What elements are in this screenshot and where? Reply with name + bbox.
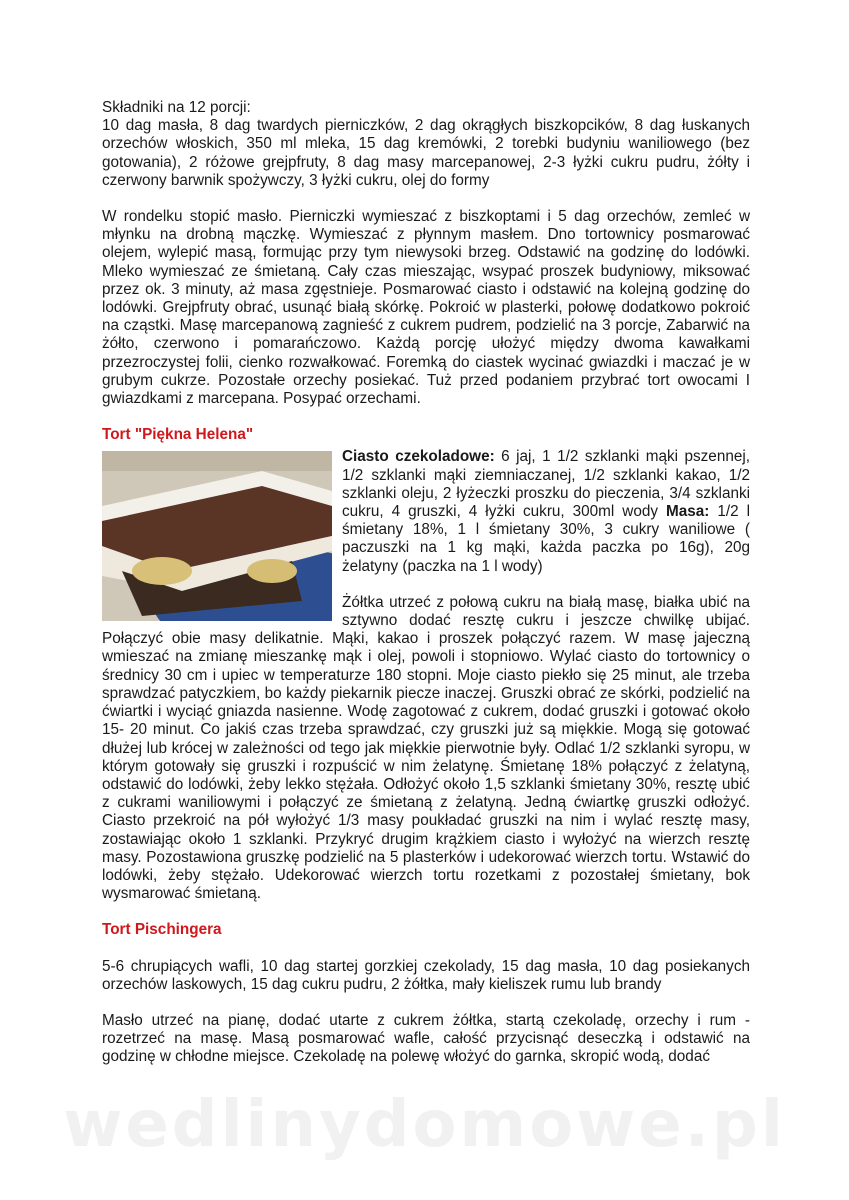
cake-ingredients-text: 6 jaj, 1 1/2 szklanki mąki pszennej, 1/2 szklanki mąki ziemniaczanej, 1/2 szklanki kakao, 1/2 szklanki oleju, 2 łyżeczki proszku do pieczenia, 3/4 szklanki cukru, 4 gruszki, 4 łyżki cukru, 300ml wody <box>342 448 750 521</box>
document-page <box>102 99 750 1067</box>
mass-label: Masa: <box>666 503 710 521</box>
section-title-helena: Tort "Piękna Helena" <box>102 426 254 444</box>
helena-method: Żółtka utrzeć z połową cukru na białą masę, białka ubić na sztywno dodać resztę cukru i jeszcze chwilkę ubijać. Połączyć obie masy delikatnie. Mąki, kakao i proszek połączyć razem. W masę jajeczną wmieszać na zmianę mieszankę mąk i olej, powoli i stopniowo. Wylać ciasto do tortownicy o średnicy 30 cm i upiec w temperaturze 180 stopni. Moje ciasto piekło się 25 minut, ale trzeba sprawdzać patyczkiem, bo każdy piekarnik piecze inaczej. Gruszki obrać ze skórki, podzielić na ćwiartki i wyciąć gniazda nasienne. Wodę zagotować z cukrem, dodać gruszki i gotować około 15- 20 minut. Co jakiś czas trzeba sprawdzać, czy gruszki już są miękkie. Mogą się gotować dłużej lub krócej w zależności od tego jak miękkie pierwotnie były. Odlać 1/2 szklanki syropu, w którym gotowały się gruszki i rozpuścić w nim żelatynę. Śmietanę 18% połączyć z żelatyną, odstawić do lodówki, żeby lekko stężała. Odłożyć około 1,5 szklanki śmietany 30%, resztę ubić z cukrami waniliowymi i połączyć ze śmietaną z żelatyną. Jedną ćwiartkę gruszki odłożyć. Ciasto przekroić na pół wyłożyć 1/3 masy poukładać gruszki na nim i wylać resztę masy, zostawiając około 1 szklanki. Przykryć drugim krążkiem ciasto i wyłożyć na wierzch resztę masy. Pozostawiona gruszkę podzielić na 5 plasterków i udekorować wierzch tortu. Wstawić do lodówki, żeby stężało. Udekorować wierzch tortu rozetkami z pozostałej śmietany, bok wysmarować śmietaną. <box>102 593 750 903</box>
pischinger-method: Masło utrzeć na pianę, dodać utarte z cukrem żółtka, startą czekoladę, orzechy i rum - rozetrzeć na masę. Masą posmarować wafle, całość przycisnąć deseczką i odstawić na godzinę w chłodne miejsce. Czekoladę na polewę włożyć do garnka, skropić wodą, dodać <box>102 1011 750 1066</box>
ingredients-title: Składniki na 12 porcji: <box>102 99 251 116</box>
mass-ingredients-text: 1/2 l śmietany 18%, 1 l śmietany 30%, 3 cukry waniliowe ( paczuszki na 1 kg mąki, każda paczka po 16g), 20g żelatyny (paczka na 1 l wody) <box>342 503 750 575</box>
section-title-pischinger: Tort Pischingera <box>102 921 222 939</box>
watermark: wedlinydomowe.pl <box>63 1088 786 1162</box>
cake-label: Ciasto czekoladowe: <box>342 448 495 466</box>
method-paragraph: W rondelku stopić masło. Pierniczki wymieszać z biszkoptami i 5 dag orzechów, zemleć w młynku na drobną mączkę. Wymieszać z płynnym masłem. Dno tortownicy posmarować olejem, wylepić masą, formując przy tym niewysoki brzeg. Odstawić na godzinę do lodówki. Mleko wymieszać ze śmietaną. Cały czas mieszając, wsypać proszek budyniowy, miksować przez ok. 3 minuty, aż masa zgęstnieje. Posmarować ciasto i odstawić na kolejną godzinę do lodówki. Grejpfruty obrać, usunąć białą skórkę. Pokroić w plasterki, połowę dodatkowo pokroić na cząstki. Masę marcepanową zagnieść z cukrem pudrem, podzielić na 3 porcje, Zabarwić na żółto, czerwono i pomarańczowo. Każdą porcję ułożyć między dwoma kawałkami przezroczystej folii, cienko rozwałkować. Foremką do ciastek wycinać gwiazdki i maczać je w grubym cukrze. Pozostałe orzechy posiekać. Tuż przed podaniem przybrać tort owocami I gwiazdkami z marcepana. Posypać orzechami. <box>102 208 750 408</box>
ingredients-list: 10 dag masła, 8 dag twardych pierniczków, 2 dag okrągłych biszkopcików, 8 dag łuskanych orzechów włoskich, 350 ml mleka, 15 dag kremówki, 2 torebki budyniu waniliowego (bez gotowania), 2 różowe grejpfruty, 8 dag masy marcepanowej, 2-3 łyżki cukru pudru, żółty i czerwony barwnik spożywczy, 3 łyżki cukru, olej do formy <box>102 117 750 189</box>
cake-photo <box>102 451 332 621</box>
pischinger-ingredients: 5-6 chrupiących wafli, 10 dag startej gorzkiej czekolady, 15 dag masła, 10 dag posiekanych orzechów laskowych, 15 dag cukru pudru, 2 żółtka, mały kieliszek rumu lub brandy <box>102 957 750 993</box>
